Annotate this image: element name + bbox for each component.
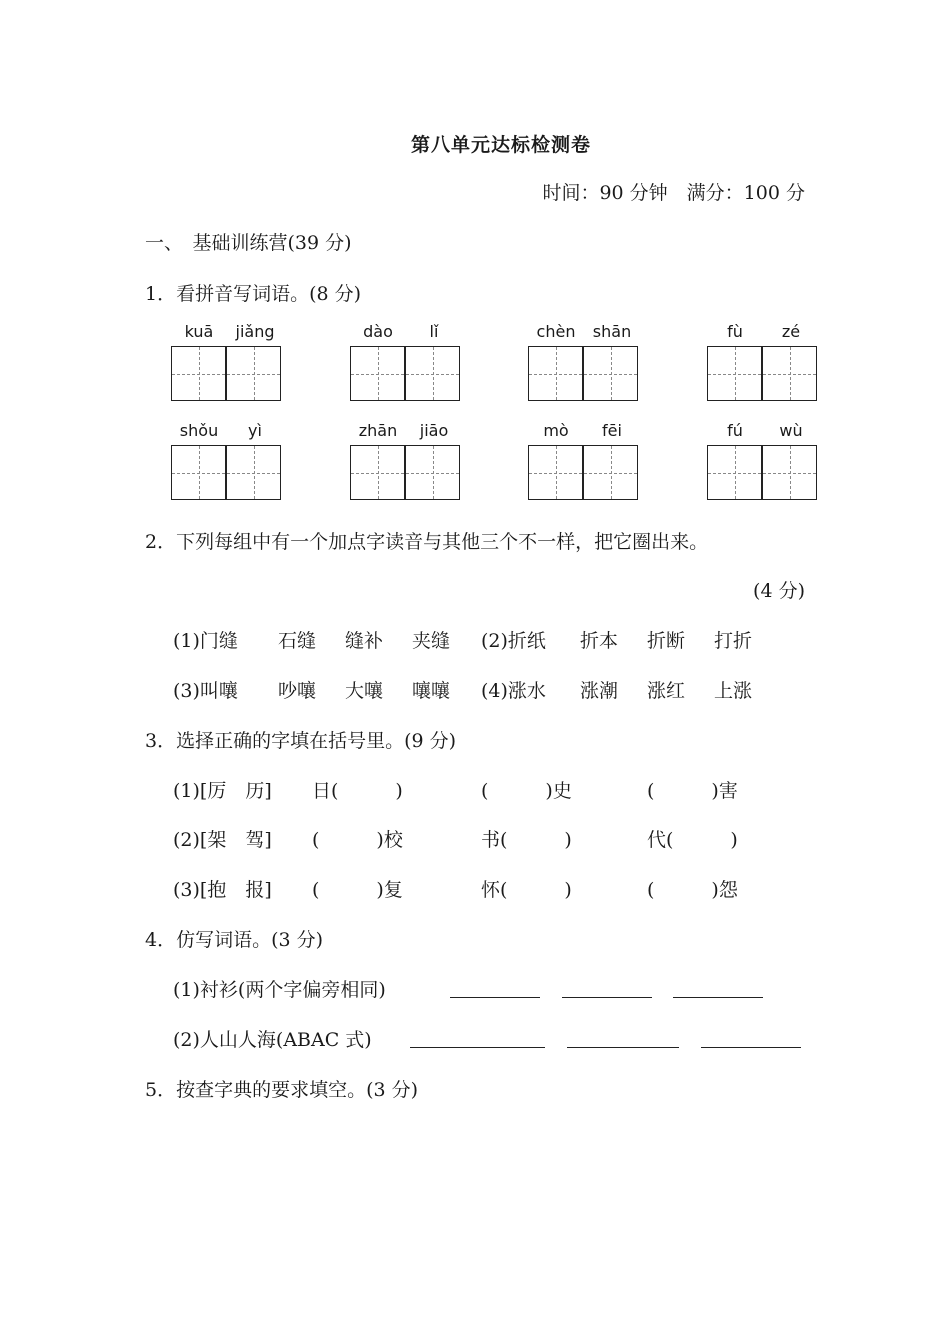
fill-blank[interactable]: ( )史 [481, 780, 572, 802]
writing-box[interactable] [405, 346, 460, 401]
fill-blank[interactable]: ( )怨 [647, 879, 738, 901]
writing-box[interactable] [350, 445, 405, 500]
word-choice[interactable]: (3)叫嚷 [173, 680, 238, 702]
writing-box[interactable] [171, 346, 226, 401]
fill-blank[interactable]: 代( ) [647, 829, 738, 851]
fill-blank[interactable]: ( )校 [312, 829, 403, 851]
char-option-label: (1)[厉 历] [173, 780, 272, 802]
word-choice[interactable]: (2)折纸 [481, 630, 546, 652]
exam-meta: 时间：90 分钟 满分：100 分 [542, 182, 805, 204]
pinyin-text: fù [727, 322, 743, 341]
pinyin-text: lǐ [429, 322, 439, 341]
question-3-prompt: 3．选择正确的字填在括号里。(9 分) [145, 730, 457, 752]
pinyin-text: zhān [358, 421, 398, 440]
writing-box[interactable] [226, 445, 281, 500]
writing-box[interactable] [762, 346, 817, 401]
word-choice[interactable]: 折断 [647, 630, 686, 652]
writing-box[interactable] [226, 346, 281, 401]
writing-box[interactable] [762, 445, 817, 500]
page-title: 第八单元达标检测卷 [410, 134, 591, 156]
answer-line[interactable] [562, 979, 652, 998]
writing-box[interactable] [707, 346, 762, 401]
answer-line[interactable] [567, 1029, 679, 1048]
char-option-label: (2)[架 驾] [173, 829, 272, 851]
fill-blank[interactable]: 日( ) [312, 780, 403, 802]
word-choice[interactable]: 涨红 [647, 680, 686, 702]
writing-box[interactable] [583, 445, 638, 500]
pinyin-text: zé [781, 322, 801, 341]
question-2-prompt: 2．下列每组中有一个加点字读音与其他三个不一样，把它圈出来。 [145, 531, 709, 553]
pinyin-text: fú [727, 421, 743, 440]
question-5-prompt: 5．按查字典的要求填空。(3 分) [145, 1079, 419, 1101]
imitation-item: (1)衬衫(两个字偏旁相同) [173, 979, 386, 1001]
question-1-prompt: 1．看拼音写词语。(8 分) [145, 283, 362, 305]
word-choice[interactable]: 大嚷 [345, 680, 384, 702]
fill-blank[interactable]: ( )复 [312, 879, 403, 901]
question-4-prompt: 4．仿写词语。(3 分) [145, 929, 324, 951]
word-choice[interactable]: (1)门缝 [173, 630, 238, 652]
word-choice[interactable]: 嚷嚷 [412, 680, 451, 702]
pinyin-text: jiāo [419, 421, 449, 440]
pinyin-text: shǒu [179, 421, 219, 440]
writing-box[interactable] [707, 445, 762, 500]
pinyin-text: chèn [536, 322, 576, 341]
imitation-item: (2)人山人海(ABAC 式) [173, 1029, 372, 1051]
pinyin-text: kuā [184, 322, 214, 341]
answer-line[interactable] [701, 1029, 801, 1048]
answer-line[interactable] [673, 979, 763, 998]
word-choice[interactable]: 缝补 [345, 630, 384, 652]
pinyin-text: shān [592, 322, 632, 341]
fill-blank[interactable]: 怀( ) [481, 879, 572, 901]
writing-box[interactable] [405, 445, 460, 500]
writing-box[interactable] [171, 445, 226, 500]
writing-box[interactable] [528, 346, 583, 401]
pinyin-text: fēi [602, 421, 622, 440]
char-option-label: (3)[抱 报] [173, 879, 272, 901]
word-choice[interactable]: 折本 [580, 630, 619, 652]
word-choice[interactable]: 石缝 [278, 630, 317, 652]
fill-blank[interactable]: 书( ) [481, 829, 572, 851]
writing-box[interactable] [528, 445, 583, 500]
answer-line[interactable] [450, 979, 540, 998]
word-choice[interactable]: 涨潮 [580, 680, 619, 702]
word-choice[interactable]: 夹缝 [412, 630, 451, 652]
question-2-score: (4 分) [753, 580, 805, 602]
word-choice[interactable]: 上涨 [714, 680, 753, 702]
pinyin-text: dào [363, 322, 393, 341]
word-choice[interactable]: (4)涨水 [481, 680, 546, 702]
pinyin-text: mò [543, 421, 569, 440]
writing-box[interactable] [583, 346, 638, 401]
pinyin-text: wù [779, 421, 803, 440]
word-choice[interactable]: 吵嚷 [278, 680, 317, 702]
pinyin-text: jiǎng [235, 322, 275, 341]
fill-blank[interactable]: ( )害 [647, 780, 738, 802]
section-heading: 一、 基础训练营(39 分) [145, 232, 352, 254]
writing-box[interactable] [350, 346, 405, 401]
word-choice[interactable]: 打折 [714, 630, 753, 652]
answer-line[interactable] [410, 1029, 545, 1048]
pinyin-text: yì [248, 421, 262, 440]
